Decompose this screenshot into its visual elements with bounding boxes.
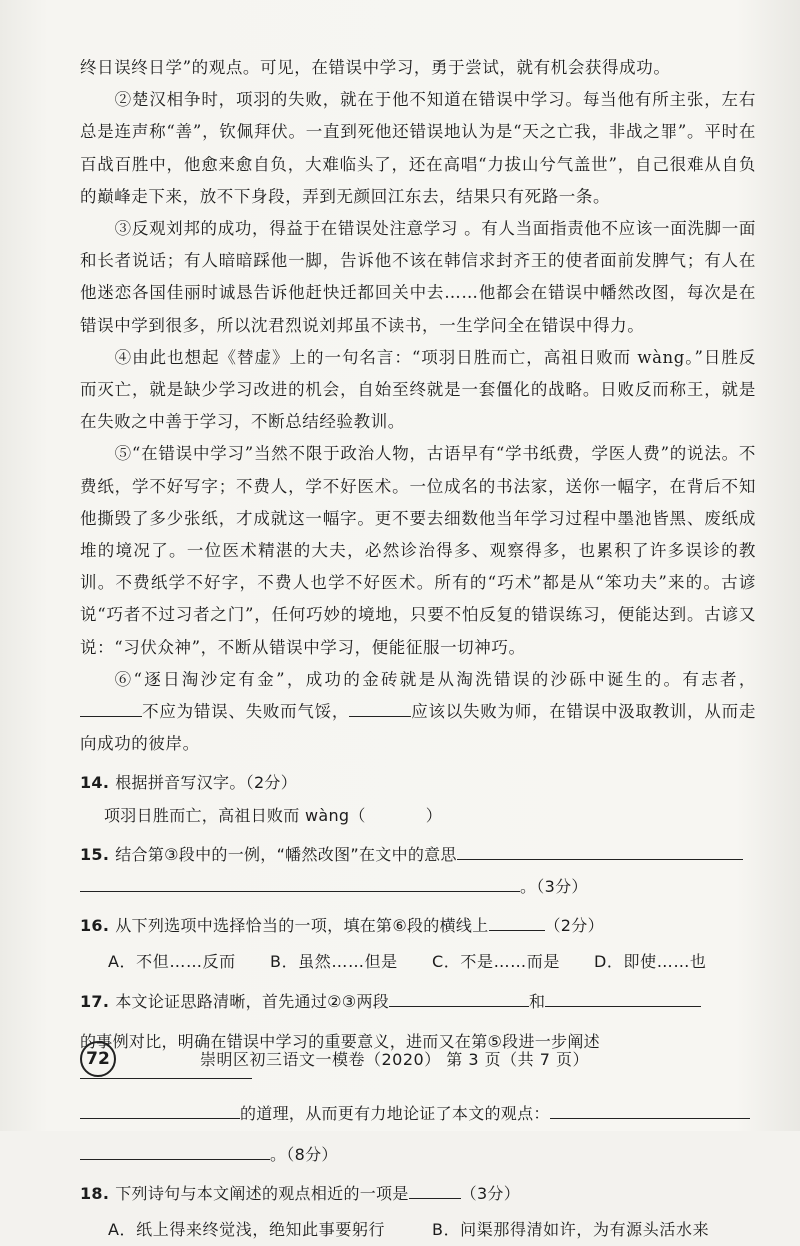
question-15-line2 [80,871,756,903]
question-text: 根据拼音写汉字。（2分） [115,773,298,793]
question-text: 的道理，从而更有力地论证了本文的观点： [240,1104,550,1124]
footer-text: 崇明区初三语文一模卷（2020） 第 3 页（共 7 页） [200,1050,590,1069]
question-17-line3 [80,1098,756,1130]
score: 。（3分） [520,877,588,897]
answer-line[interactable] [409,1197,461,1199]
and-word: 和 [529,991,546,1011]
score: 。（8分） [270,1144,338,1164]
para6-part-b: 不应为错误、失败而气馁， [142,702,350,722]
question-16-options [80,946,756,978]
page-footer [80,1041,740,1081]
para6-blank-2[interactable] [349,715,411,717]
passage-paragraph-4: ④由此也想起《替虚》上的一句名言：“项羽日胜而亡，高祖日败而 wàng。”日胜反而灭亡，就是缺少学习改进的机会，自始至终就是一套僵化的战略。日败反而称王，就是在失败之中善于学习，不断总结经验教训。 [80,347,756,432]
question-number: 16. [80,916,110,936]
option-b[interactable]: B．虽然……但是 [270,952,398,972]
passage-paragraph-5: ⑤“在错误中学习”当然不限于政治人物，古语早有“学书纸费，学医人费”的说法。不费纸，学不好写字；不费人，学不好医术。一位成名的书法家，送你一幅字，在背后不知他撕毁了多少张纸，才成就这一幅字。更不要去细数他当年学习过程中墨池皆黑、废纸成堆的境况了。一位医术精湛的大夫，必然诊治得多、观察得多，也累积了许多误诊的教训。不费纸学不好字，不费人也学不好医术。所有的“巧术”都是从“笨功夫”来的。古谚说“巧者不过习者之门”，任何巧妙的境地，只要不怕反复的错误练习，便能达到。古谚又说：“习伏众神”，不断从错误中学习，便能征服一切神巧。 [80,444,756,657]
page-badge: 72 [80,1041,116,1077]
question-number: 17. [80,991,110,1011]
question-text: 结合第③段中的一例，“幡然改图”在文中的意思 [115,844,457,864]
answer-line[interactable] [545,1005,701,1007]
question-15 [80,839,756,871]
question-14-prompt: 项羽日胜而亡，高祖日败而 wàng（ [104,805,366,825]
option-d[interactable]: D．即使……也 [594,952,707,972]
option-c[interactable]: C．不是……而是 [432,952,560,972]
question-number: 15. [80,844,110,864]
question-text: 下列诗句与本文阐述的观点相近的一项是 [115,1183,409,1203]
passage-paragraph-2: ②楚汉相争时，项羽的失败，就在于他不知道在错误中学习。每当他有所主张，左右总是连声称“善”，钦佩拜伏。一直到死他还错误地认为是“天之亡我，非战之罪”。平时在百战百胜中，他愈来愈自负，大难临头了，还在高唱“力拔山兮气盖世”，自己很难从自负的巅峰走下来，放不下身段，弄到无颜回江东去，结果只有死路一条。 [80,90,756,206]
para6-blank-1[interactable] [80,715,142,717]
passage-paragraph-6 [80,664,756,761]
question-14 [80,767,756,799]
answer-line[interactable] [489,929,545,931]
score: （2分） [544,916,604,936]
answer-line[interactable] [389,1005,529,1007]
answer-line[interactable] [80,890,520,892]
question-16 [80,910,756,942]
question-number: 18. [80,1183,110,1203]
question-18 [80,1178,756,1210]
answer-line[interactable] [80,1158,270,1160]
option-b[interactable]: B．问渠那得清如许，为有源头活水来 [432,1219,710,1239]
para6-part-c: 应该以失败为师，在错误中汲取教训，从而走向成功的彼岸。 [80,702,757,754]
question-17-line4 [80,1139,756,1171]
question-14-close: ） [425,805,442,825]
question-text: 从下列选项中选择恰当的一项，填在第⑥段的横线上 [115,916,489,936]
question-text: 的事例对比，明确在错误中学习的重要意义，进而又在第⑤段进一步阐述 [80,1031,600,1051]
passage-paragraph-3: ③反观刘邦的成功，得益于在错误处注意学习 。有人当面指责他不应该一面洗脚一面和长者说话；有人暗暗踩他一脚，告诉他不该在韩信求封齐王的使者面前发脾气；有人在他迷恋各国佳丽时诚恳告诉他赶快迁都回关中去……他都会在错误中幡然改图，每次是在错误中学到很多，所以沈君烈说刘邦虽不读书，一生学问全在错误中得力。 [80,219,756,335]
answer-line[interactable] [550,1117,750,1119]
answer-line[interactable] [457,858,743,860]
answer-line[interactable] [80,1117,240,1119]
passage-line-0: 终日误终日学”的观点。可见，在错误中学习，勇于尝试，就有机会获得成功。 [80,58,671,77]
option-a[interactable]: A．纸上得来终觉浅，绝知此事要躬行 [108,1219,386,1239]
question-text: 本文论证思路清晰，首先通过②③两段 [115,991,390,1011]
question-14-item [80,800,756,832]
question-18-options [80,1214,756,1246]
option-a[interactable]: A．不但……反而 [108,952,236,972]
question-number: 14. [80,773,110,793]
para6-part-a: ⑥“逐日淘沙定有金”，成功的金砖就是从淘洗错误的沙砾中诞生的。有志者， [114,669,756,689]
score: （3分） [460,1183,521,1203]
question-17 [80,986,756,1018]
